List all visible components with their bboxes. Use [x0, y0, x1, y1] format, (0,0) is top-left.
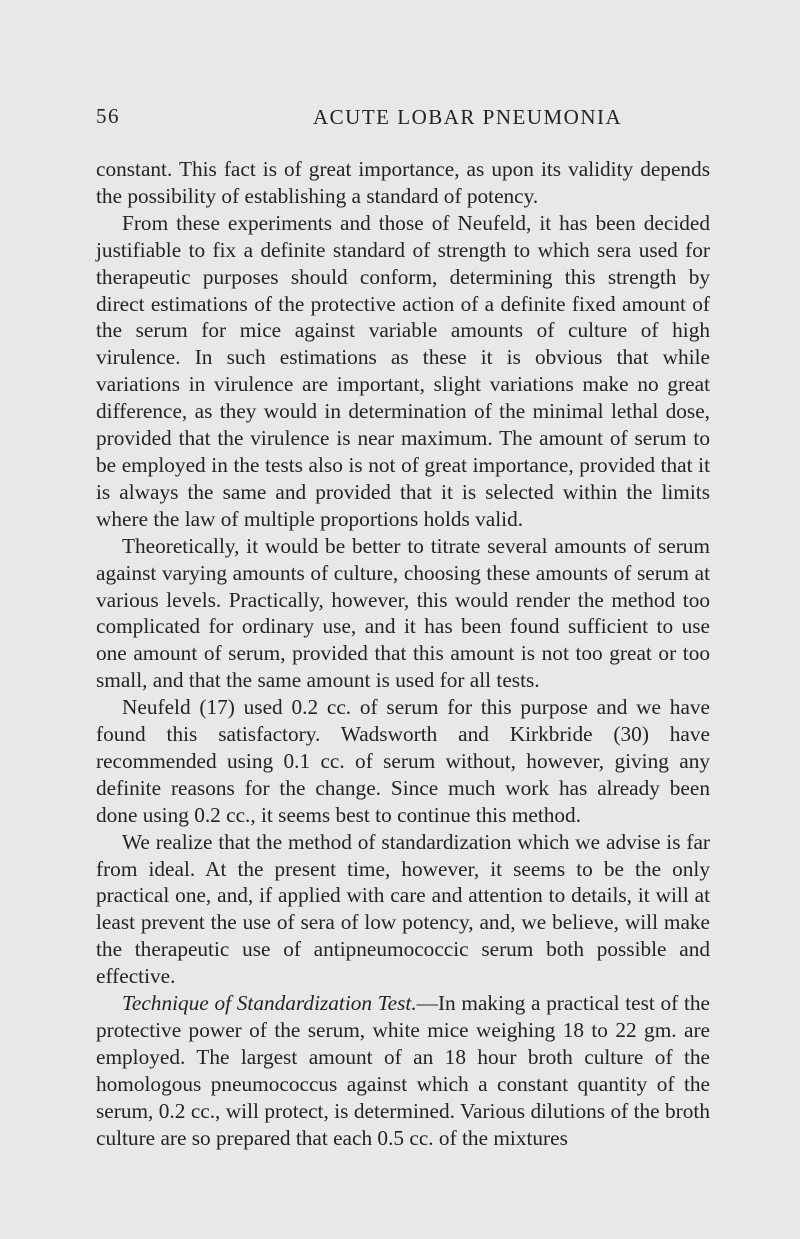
running-head	[96, 104, 716, 134]
paragraph-continuation	[96, 156, 710, 210]
paragraph-neufeld	[96, 694, 710, 829]
page-number: 56	[96, 104, 120, 128]
paragraph-lead: Technique of Standardization Test.	[122, 991, 417, 1016]
paragraph-technique	[96, 990, 710, 1151]
running-title: ACUTE LOBAR PNEUMONIA	[313, 105, 623, 129]
paragraph-text: Theoretically, it would be better to titrate several amounts of serum against varying amounts of culture, choosing these amounts of serum at various levels. Practically, however, this would render the method too complicated for ordinary use, and it has been found sufficient to use one amount of serum, provided that this amount is not too great or too small, and that the same amount is used for all tests.	[96, 533, 710, 693]
paragraph-text: From these experiments and those of Neufeld, it has been decided justifiable to fix a definite standard of strength to which sera used for therapeutic purposes should conform, determining this strength by direct estimations of the protective action of a definite fixed amount of the serum for mice against variable amounts of culture of high virulence. In such estimations as these it is obvious that while variations in virulence are important, slight variations make no great difference, as they would in determination of the minimal lethal dose, provided that the virulence is near maximum. The amount of serum to be employed in the tests also is not of great importance, provided that it is always the same and provided that it is selected within the limits where the law of multiple proportions holds valid.	[96, 210, 710, 531]
paragraph-text: Neufeld (17) used 0.2 cc. of serum for this purpose and we have found this satisfactory. Wadsworth and Kirkbride (30) have recommended using 0.1 cc. of serum without, however, giving any definite reasons for the change. Since much work has already been done using 0.2 cc., it seems best to continue this method.	[96, 695, 710, 827]
paragraph-text: —In making a practical test of the protective power of the serum, white mice weighing 18 to 22 gm. are employed. The largest amount of an 18 hour broth culture of the homologous pneumococcus against which a constant quantity of the serum, 0.2 cc., will protect, is determined. Various dilutions of the broth culture are so prepared that each 0.5 cc. of the mixtures	[96, 991, 710, 1150]
body-text	[96, 156, 710, 1152]
paragraph-we-realize	[96, 829, 710, 990]
paragraph-standard-of-strength	[96, 210, 710, 533]
paragraph-text: We realize that the method of standardization which we advise is far from ideal. At the present time, however, it seems to be the only practical one, and, if applied with care and attention to details, it will at least prevent the use of sera of low potency, and, we believe, will make the therapeutic use of antipneumococcic serum both possible and effective.	[96, 829, 710, 989]
paragraph-text: constant. This fact is of great importance, as upon its validity depends the possibility of establishing a standard of potency.	[96, 157, 710, 208]
paragraph-theoretically	[96, 533, 710, 694]
